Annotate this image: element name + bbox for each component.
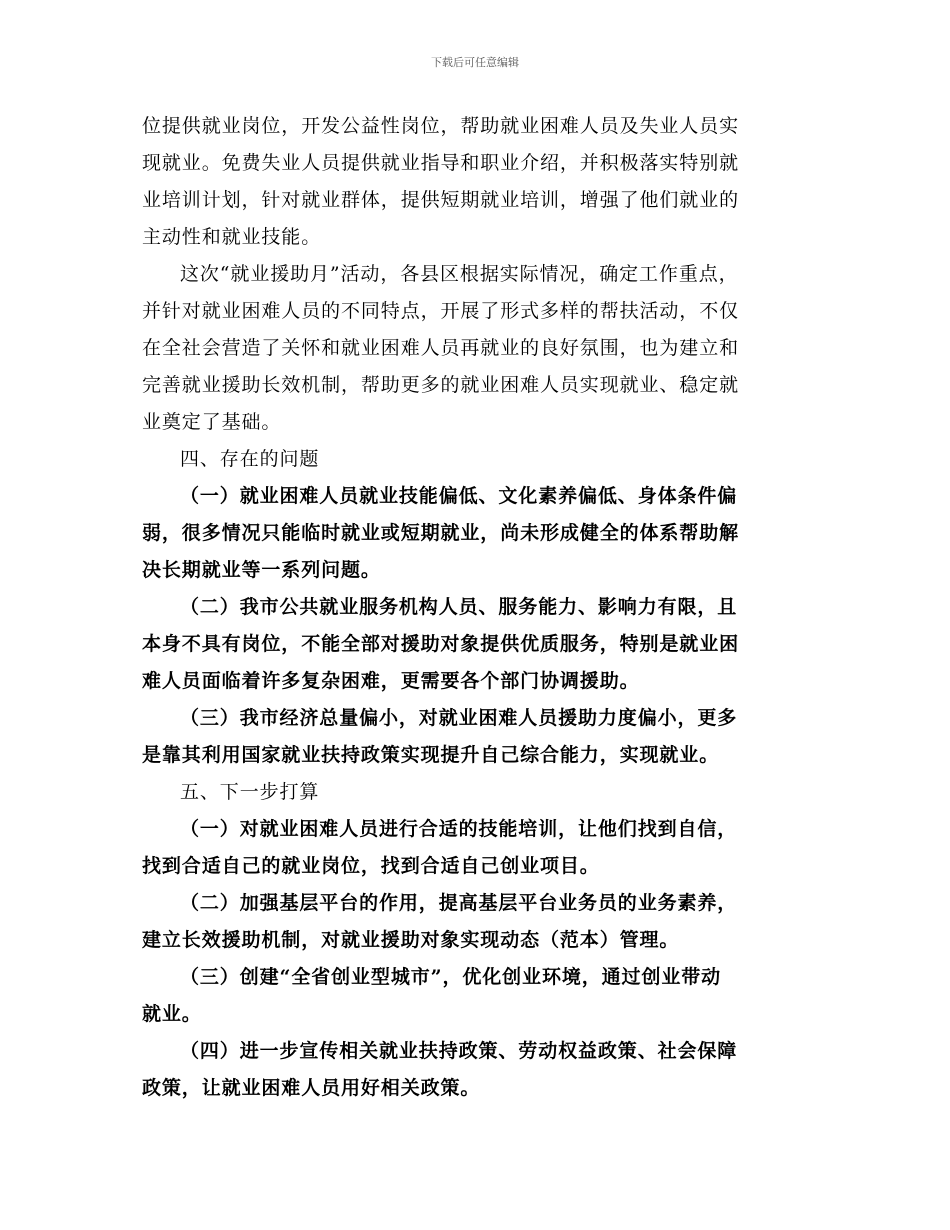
paragraph (142, 589, 810, 700)
text-line: 完善就业援助长效机制，帮助更多的就业困难人员实现就业、稳定就 (142, 374, 740, 396)
text-line: （一）对就业困难人员进行合适的技能培训，让他们找到自信， (180, 818, 738, 840)
paragraph (142, 959, 810, 1033)
document-body (142, 108, 810, 1107)
heading-line: 五、下一步打算 (180, 781, 320, 803)
page-header: 下载后可任意编辑 (431, 56, 519, 69)
text-line: 本身不具有岗位，不能全部对援助对象提供优质服务，特别是就业困 (142, 633, 740, 655)
text-line: （二）我市公共就业服务机构人员、服务能力、影响力有限，且 (180, 596, 738, 618)
section-heading (142, 774, 810, 811)
text-line: 在全社会营造了关怀和就业困难人员再就业的良好氛围，也为建立和 (142, 337, 740, 359)
paragraph (142, 478, 810, 589)
text-line: 位提供就业岗位，开发公益性岗位，帮助就业困难人员及失业人员实 (142, 115, 740, 137)
paragraph (142, 256, 810, 441)
text-line: 业培训计划，针对就业群体，提供短期就业培训，增强了他们就业的 (142, 189, 740, 211)
text-line: 决长期就业等一系列问题。 (142, 559, 381, 581)
text-line: （一）就业困难人员就业技能偏低、文化素养偏低、身体条件偏 (180, 485, 738, 507)
text-line: 是靠其利用国家就业扶持政策实现提升自己综合能力，实现就业。 (142, 744, 720, 766)
text-line: （四）进一步宣传相关就业扶持政策、劳动权益政策、社会保障 (180, 1040, 738, 1062)
text-line: （三）我市经济总量偏小，对就业困难人员援助力度偏小，更多 (180, 707, 738, 729)
paragraph (142, 811, 810, 885)
paragraph (142, 885, 810, 959)
text-line: 建立长效援助机制，对就业援助对象实现动态（范本）管理。 (142, 929, 680, 951)
paragraph (142, 1033, 810, 1107)
text-line: 难人员面临着许多复杂困难，更需要各个部门协调援助。 (142, 670, 640, 692)
text-line: 就业。 (142, 1003, 202, 1025)
text-line: 业奠定了基础。 (142, 411, 282, 433)
heading-line: 四、存在的问题 (180, 448, 320, 470)
paragraph (142, 700, 810, 774)
text-line: 找到合适自己的就业岗位，找到合适自己创业项目。 (142, 855, 600, 877)
text-line: （三）创建“全省创业型城市”，优化创业环境，通过创业带动 (180, 966, 722, 988)
section-heading (142, 441, 810, 478)
text-line: 这次“就业援助月”活动，各县区根据实际情况，确定工作重点， (180, 263, 739, 285)
text-line: 弱，很多情况只能临时就业或短期就业，尚未形成健全的体系帮助解 (142, 522, 740, 544)
text-line: 政策，让就业困难人员用好相关政策。 (142, 1077, 481, 1099)
paragraph (142, 108, 810, 256)
text-line: 主动性和就业技能。 (142, 226, 322, 248)
text-line: 并针对就业困难人员的不同特点，开展了形式多样的帮扶活动，不仅 (142, 300, 740, 322)
text-line: 现就业。免费失业人员提供就业指导和职业介绍，并积极落实特别就 (142, 152, 740, 174)
text-line: （二）加强基层平台的作用，提高基层平台业务员的业务素养， (180, 892, 738, 914)
